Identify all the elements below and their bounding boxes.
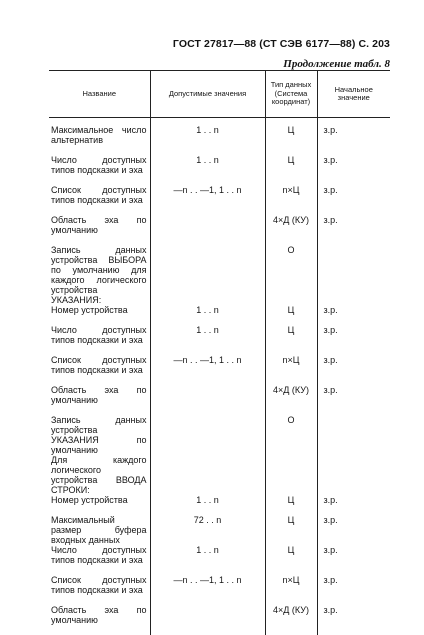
cell-allowed-values: 1 . . n [150, 305, 265, 325]
cell-allowed-values: —n . . —1, 1 . . n [150, 575, 265, 605]
cell-data-type: 4×Д (КУ) [265, 215, 317, 245]
cell-initial-value [317, 415, 390, 455]
cell-allowed-values: 1 . . n [150, 495, 265, 515]
cell-allowed-values [150, 455, 265, 495]
cell-allowed-values: 1 . . n [150, 125, 265, 155]
cell-data-type: О [265, 415, 317, 455]
cell-data-type: Ц [265, 125, 317, 155]
cell-initial-value: з.р. [317, 605, 390, 635]
table-row [49, 455, 390, 495]
cell-initial-value: з.р. [317, 545, 390, 575]
cell-name: Область эха по умолчанию [51, 385, 147, 405]
cell-name: Для каждого логического устройства ВВОДА СТРОКИ: [51, 455, 147, 495]
cell-initial-value: з.р. [317, 305, 390, 325]
table-row [49, 415, 390, 455]
cell-name: Запись данных устройства ВЫБОРА по умолчанию для каждого логического устройства УКАЗАНИЯ: [51, 245, 147, 305]
cell-allowed-values: —n . . —1, 1 . . n [150, 355, 265, 385]
cell-name: Номер устройства [51, 495, 128, 505]
table-row [49, 155, 390, 185]
cell-data-type: 4×Д (КУ) [265, 385, 317, 415]
page-header: ГОСТ 27817—88 (СТ СЭВ 6177—88) С. 203 [172, 38, 390, 50]
cell-name: Максимальный размер буфера входных данных [51, 515, 147, 545]
column-header-name: Название [49, 71, 150, 118]
table-header-row [49, 71, 390, 118]
cell-name: Список доступных типов подсказки и эха [51, 575, 147, 595]
cell-allowed-values: 72 . . n [150, 515, 265, 545]
cell-data-type: Ц [265, 495, 317, 515]
cell-name: Список доступных типов подсказки и эха [51, 355, 147, 375]
spacer-row [49, 118, 390, 126]
cell-name: Номер устройства [51, 305, 128, 315]
cell-data-type: Ц [265, 545, 317, 575]
cell-initial-value: з.р. [317, 575, 390, 605]
cell-name: Область эха по умолчанию [51, 605, 147, 625]
table-row [49, 305, 390, 325]
table-row [49, 245, 390, 305]
table-row [49, 605, 390, 635]
cell-allowed-values [150, 385, 265, 415]
cell-initial-value: з.р. [317, 325, 390, 355]
table-row [49, 355, 390, 385]
parameters-table-container [49, 70, 390, 632]
table-row [49, 495, 390, 515]
cell-initial-value: з.р. [317, 155, 390, 185]
cell-name: Область эха по умолчанию [51, 215, 147, 235]
cell-name: Число доступных типов подсказки и эха [51, 545, 147, 565]
cell-data-type: Ц [265, 305, 317, 325]
cell-allowed-values [150, 245, 265, 305]
cell-allowed-values [150, 215, 265, 245]
table-row [49, 575, 390, 605]
column-header-data-type: Тип данных (Система координат) [265, 71, 317, 118]
cell-initial-value: з.р. [317, 495, 390, 515]
cell-data-type: 4×Д (КУ) [265, 605, 317, 635]
cell-initial-value: з.р. [317, 215, 390, 245]
cell-data-type: n×Ц [265, 355, 317, 385]
cell-initial-value [317, 455, 390, 495]
cell-name: Максимальное число альтернатив [51, 125, 147, 145]
table-row [49, 515, 390, 545]
cell-initial-value: з.р. [317, 125, 390, 155]
cell-allowed-values: 1 . . n [150, 155, 265, 185]
cell-name: Число доступных типов подсказки и эха [51, 155, 147, 175]
cell-data-type: Ц [265, 515, 317, 545]
cell-data-type: Ц [265, 155, 317, 185]
table-row [49, 385, 390, 415]
cell-allowed-values [150, 415, 265, 455]
cell-initial-value: з.р. [317, 185, 390, 215]
table-row [49, 125, 390, 155]
column-header-allowed-values: Допустимые значения [150, 71, 265, 118]
cell-allowed-values: 1 . . n [150, 545, 265, 575]
cell-initial-value: з.р. [317, 515, 390, 545]
cell-data-type [265, 455, 317, 495]
cell-data-type: Ц [265, 325, 317, 355]
cell-data-type: n×Ц [265, 575, 317, 605]
cell-data-type: n×Ц [265, 185, 317, 215]
cell-name: Список доступных типов подсказки и эха [51, 185, 147, 205]
table-continuation-label: Продолжение табл. 8 [283, 58, 390, 70]
cell-initial-value: з.р. [317, 355, 390, 385]
table-row [49, 325, 390, 355]
cell-allowed-values: 1 . . n [150, 325, 265, 355]
table-row [49, 545, 390, 575]
cell-name: Запись данных устройства УКАЗАНИЯ по умолчанию [51, 415, 147, 455]
table-row [49, 215, 390, 245]
cell-name: Число доступных типов подсказки и эха [51, 325, 147, 345]
column-header-initial-value: Начальное значение [317, 71, 390, 118]
cell-initial-value [317, 245, 390, 305]
parameters-table [49, 70, 390, 635]
cell-initial-value: з.р. [317, 385, 390, 415]
cell-allowed-values [150, 605, 265, 635]
cell-data-type: О [265, 245, 317, 305]
cell-allowed-values: —n . . —1, 1 . . n [150, 185, 265, 215]
table-row [49, 185, 390, 215]
